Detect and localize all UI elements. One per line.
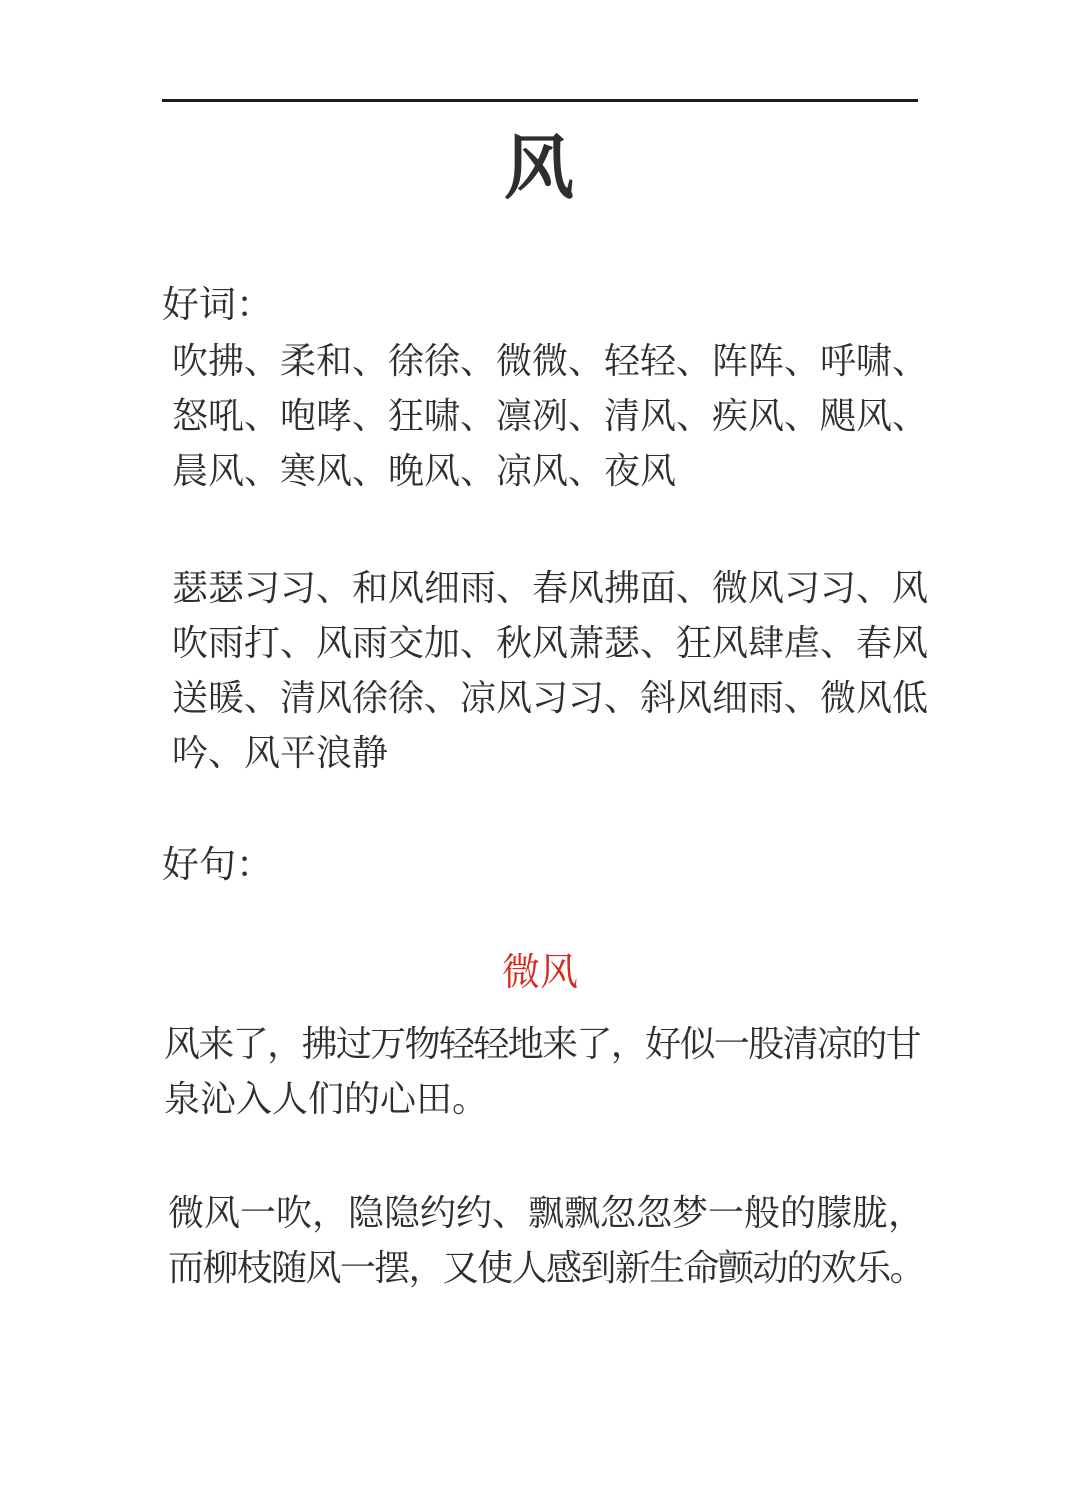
text-line: 送暖、清风徐徐、凉风习习、斜风细雨、微风低	[172, 678, 929, 718]
sentence-paragraph-1	[162, 1017, 920, 1127]
text-line: 吟、风平浪静	[172, 733, 389, 773]
text-line: 风来了，拂过万物轻轻地来了，好似一股清凉的甘	[164, 1024, 921, 1064]
text-line: 泉沁入人们的心田。	[164, 1079, 489, 1119]
text-line: 而柳枝随风一摆，又使人感到新生命颤动的欢乐。	[168, 1248, 925, 1288]
text-line: 瑟瑟习习、和风细雨、春风拂面、微风习习、风	[172, 568, 929, 608]
good-words-label: 好词：	[162, 285, 273, 326]
title-divider	[162, 99, 918, 102]
good-sentences-label: 好句：	[162, 845, 273, 886]
page-title: 风	[504, 131, 576, 208]
text-line: 微风一吹，隐隐约约、飘飘忽忽梦一般的朦胧，	[168, 1193, 925, 1233]
text-line: 晨风、寒风、晚风、凉风、夜风	[172, 451, 677, 491]
sentence-topic-heading: 微风	[501, 952, 578, 994]
text-line: 吹雨打、风雨交加、秋风萧瑟、狂风肆虐、春风	[172, 623, 929, 663]
sentence-paragraph-2	[162, 1186, 924, 1296]
good-words-list	[162, 334, 928, 499]
text-line: 怒吼、咆哮、狂啸、凛冽、清风、疾风、飓风、	[172, 396, 929, 436]
text-line: 吹拂、柔和、徐徐、微微、轻轻、阵阵、呼啸、	[172, 341, 929, 381]
good-phrases-list	[162, 561, 928, 781]
